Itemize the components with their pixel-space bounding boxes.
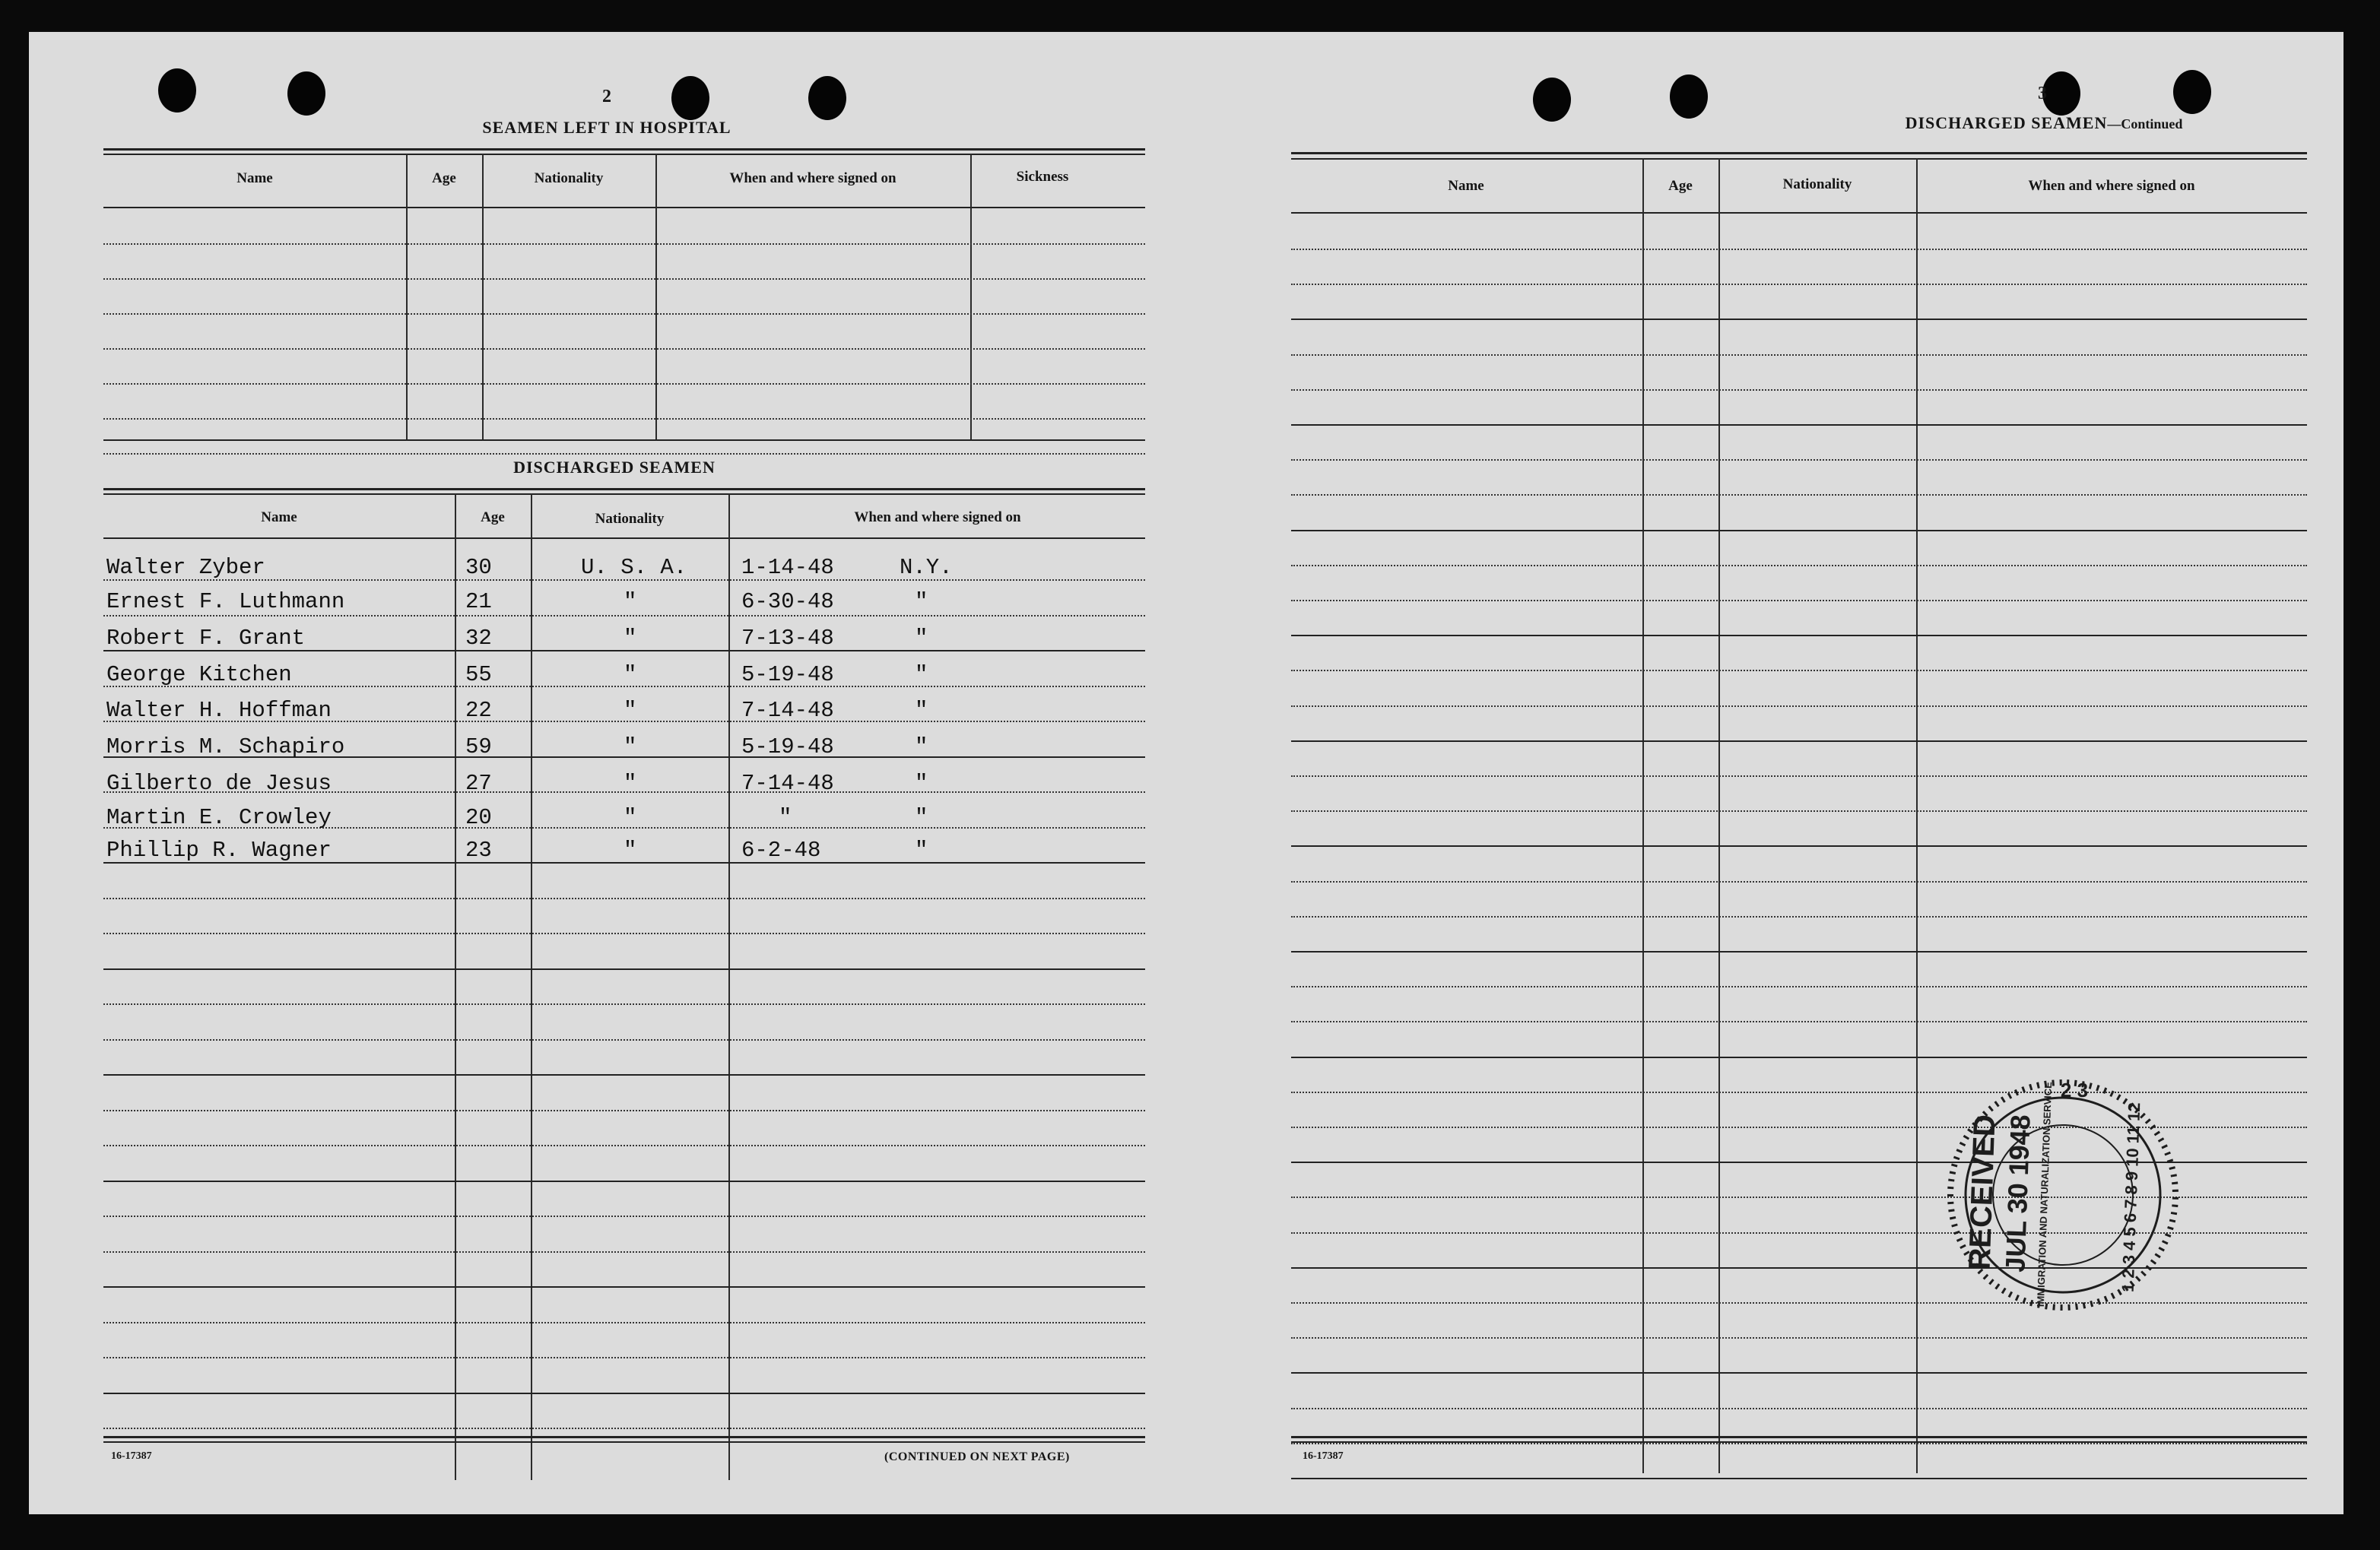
table-rule: [1291, 158, 2307, 160]
row-line: [1291, 565, 2307, 566]
hospital-col-sickness: Sickness: [1016, 169, 1069, 185]
signed-on-place: ": [915, 771, 928, 796]
row-line: [103, 1181, 1145, 1182]
continued-col-name: Name: [1448, 178, 1484, 194]
signed-on-date: 7-13-48: [741, 626, 834, 651]
row-line: [103, 278, 1145, 280]
stamp-ring-digits: 1 2 3 4 5 6 7 8 9 10 11 12: [2118, 1101, 2144, 1293]
seaman-nationality: ": [624, 771, 637, 796]
received-stamp: [1937, 1070, 2188, 1320]
row-line: [1291, 1443, 2307, 1444]
column-divider: [406, 154, 408, 441]
punch-hole: [1670, 74, 1708, 119]
signed-on-place: ": [915, 589, 928, 614]
row-line: [1291, 1057, 2307, 1058]
row-line: [1291, 705, 2307, 707]
row-line: [1291, 881, 2307, 883]
row-line: [103, 898, 1145, 899]
row-line: [103, 418, 1145, 420]
seaman-nationality: ": [624, 698, 637, 723]
punch-hole: [1533, 78, 1571, 122]
table-rule: [103, 1436, 1145, 1438]
stamp-word: RECEIVED: [1963, 1114, 2002, 1271]
row-line: [103, 1286, 1145, 1288]
seaman-nationality: ": [624, 589, 637, 614]
row-line: [103, 1322, 1145, 1323]
row-line: [1291, 635, 2307, 636]
table-rule: [103, 439, 1145, 441]
punch-hole: [2173, 70, 2211, 114]
row-line: [1291, 389, 2307, 391]
row-line: [1291, 1337, 2307, 1339]
seaman-name: George Kitchen: [106, 662, 292, 687]
punch-hole: [158, 68, 196, 113]
seaman-nationality: ": [624, 662, 637, 687]
row-line: [103, 1357, 1145, 1358]
discharged-col-nationality: Nationality: [595, 511, 665, 527]
table-rule: [103, 1441, 1145, 1443]
signed-on-date: 1-14-48: [741, 555, 834, 580]
seaman-age: 22: [465, 698, 492, 723]
signed-on-date: 5-19-48: [741, 662, 834, 687]
continued-section-title: DISCHARGED SEAMEN—Continued: [1905, 113, 2183, 132]
row-line: [1291, 249, 2307, 250]
row-line: [1291, 916, 2307, 918]
row-line: [1291, 319, 2307, 320]
seaman-nationality: ": [624, 734, 637, 759]
row-line: [1291, 775, 2307, 777]
page-number: 3: [2038, 84, 2047, 103]
row-line: [1291, 951, 2307, 953]
continued-col-age: Age: [1668, 178, 1693, 194]
signed-on-place: ": [915, 734, 928, 759]
punch-hole: [671, 76, 709, 120]
discharged-section-title: DISCHARGED SEAMEN: [513, 458, 716, 477]
continued-col-signed-on: When and where signed on: [2028, 178, 2195, 194]
hospital-section-title: SEAMEN LEFT IN HOSPITAL: [482, 118, 731, 137]
signed-on-date: 7-14-48: [741, 698, 834, 723]
document-sheet: [29, 32, 2344, 1514]
row-line: [103, 1251, 1145, 1253]
signed-on-place: ": [915, 698, 928, 723]
column-divider: [482, 154, 484, 441]
row-line: [1291, 424, 2307, 426]
column-divider: [728, 493, 730, 1480]
row-line: [103, 1393, 1145, 1394]
seaman-age: 59: [465, 734, 492, 759]
table-rule: [1291, 152, 2307, 154]
row-line: [103, 1039, 1145, 1041]
discharged-col-age: Age: [481, 509, 505, 525]
seaman-nationality: ": [624, 805, 637, 830]
hospital-col-name: Name: [236, 170, 273, 186]
seaman-age: 32: [465, 626, 492, 651]
row-line: [103, 1003, 1145, 1005]
table-rule: [1291, 1441, 2307, 1443]
seaman-name: Phillip R. Wagner: [106, 838, 332, 863]
row-line: [1291, 986, 2307, 987]
seaman-nationality: ": [624, 626, 637, 651]
signed-on-date: 6-2-48: [741, 838, 821, 863]
row-line: [1291, 284, 2307, 285]
row-line: [103, 968, 1145, 970]
row-line: [103, 243, 1145, 245]
signed-on-date: 7-14-48: [741, 771, 834, 796]
hospital-col-age: Age: [432, 170, 456, 186]
continued-note: (CONTINUED ON NEXT PAGE): [884, 1450, 1070, 1463]
column-divider: [655, 154, 657, 441]
seaman-name: Ernest F. Luthmann: [106, 589, 345, 614]
row-line: [1291, 459, 2307, 461]
row-line: [1291, 494, 2307, 496]
row-line: [103, 383, 1145, 385]
table-rule: [103, 493, 1145, 495]
stamp-agency: IMMIGRATION AND NATURALIZATION SERVICE: [2034, 1081, 2055, 1308]
seaman-age: 30: [465, 555, 492, 580]
row-line: [1291, 1021, 2307, 1022]
row-line: [103, 1145, 1145, 1146]
punch-hole: [808, 76, 846, 120]
continued-col-nationality: Nationality: [1782, 176, 1852, 192]
page-2: [29, 32, 1169, 1514]
row-line: [103, 453, 1145, 455]
signed-on-date: ": [779, 805, 792, 830]
row-line: [103, 615, 1145, 617]
table-rule: [103, 148, 1145, 151]
seaman-age: 27: [465, 771, 492, 796]
seaman-age: 20: [465, 805, 492, 830]
punch-hole: [287, 71, 325, 116]
seaman-nationality: ": [624, 838, 637, 863]
column-divider: [970, 154, 972, 441]
seaman-age: 55: [465, 662, 492, 687]
seaman-name: Walter H. Hoffman: [106, 698, 332, 723]
signed-on-place: ": [915, 805, 928, 830]
discharged-col-name: Name: [261, 509, 297, 525]
hospital-col-signed-on: When and where signed on: [729, 170, 896, 186]
stamp-top-digits: 2 3: [2060, 1079, 2089, 1101]
row-line: [103, 1074, 1145, 1076]
seaman-name: Walter Zyber: [106, 555, 265, 580]
row-line: [1291, 810, 2307, 812]
row-line: [1291, 530, 2307, 531]
table-rule: [1291, 1436, 2307, 1438]
page-3: [1215, 32, 2344, 1514]
row-line: [103, 1428, 1145, 1429]
row-line: [1291, 1372, 2307, 1374]
seaman-age: 23: [465, 838, 492, 863]
table-rule: [103, 154, 1145, 155]
seaman-age: 21: [465, 589, 492, 614]
seaman-name: Gilberto de Jesus: [106, 771, 332, 796]
row-line: [103, 933, 1145, 934]
seaman-nationality: U. S. A.: [581, 555, 687, 580]
form-code: 16-17387: [111, 1450, 152, 1462]
signed-on-place: N.Y.: [900, 555, 953, 580]
row-line: [1291, 670, 2307, 671]
row-line: [1291, 354, 2307, 356]
discharged-col-signed-on: When and where signed on: [854, 509, 1021, 525]
hospital-col-nationality: Nationality: [534, 170, 604, 186]
signed-on-place: ": [915, 838, 928, 863]
table-rule: [103, 207, 1145, 208]
seaman-name: Martin E. Crowley: [106, 805, 332, 830]
row-line: [1291, 740, 2307, 742]
row-line: [1291, 1408, 2307, 1409]
row-line: [1291, 845, 2307, 847]
row-line: [103, 1216, 1145, 1217]
row-line: [103, 348, 1145, 350]
stamp-date: JUL 30 1948: [1999, 1114, 2036, 1273]
seaman-name: Robert F. Grant: [106, 626, 306, 651]
page-number: 2: [602, 87, 611, 106]
signed-on-place: ": [915, 662, 928, 687]
table-rule: [103, 488, 1145, 490]
signed-on-date: 5-19-48: [741, 734, 834, 759]
row-line: [103, 313, 1145, 315]
signed-on-date: 6-30-48: [741, 589, 834, 614]
column-divider: [455, 493, 456, 1480]
row-line: [1291, 1478, 2307, 1479]
row-line: [103, 1110, 1145, 1111]
column-divider: [531, 493, 532, 1480]
row-line: [1291, 600, 2307, 601]
form-code: 16-17387: [1303, 1450, 1344, 1462]
signed-on-place: ": [915, 626, 928, 651]
seaman-name: Morris M. Schapiro: [106, 734, 345, 759]
table-rule: [1291, 212, 2307, 214]
table-rule: [103, 537, 1145, 539]
